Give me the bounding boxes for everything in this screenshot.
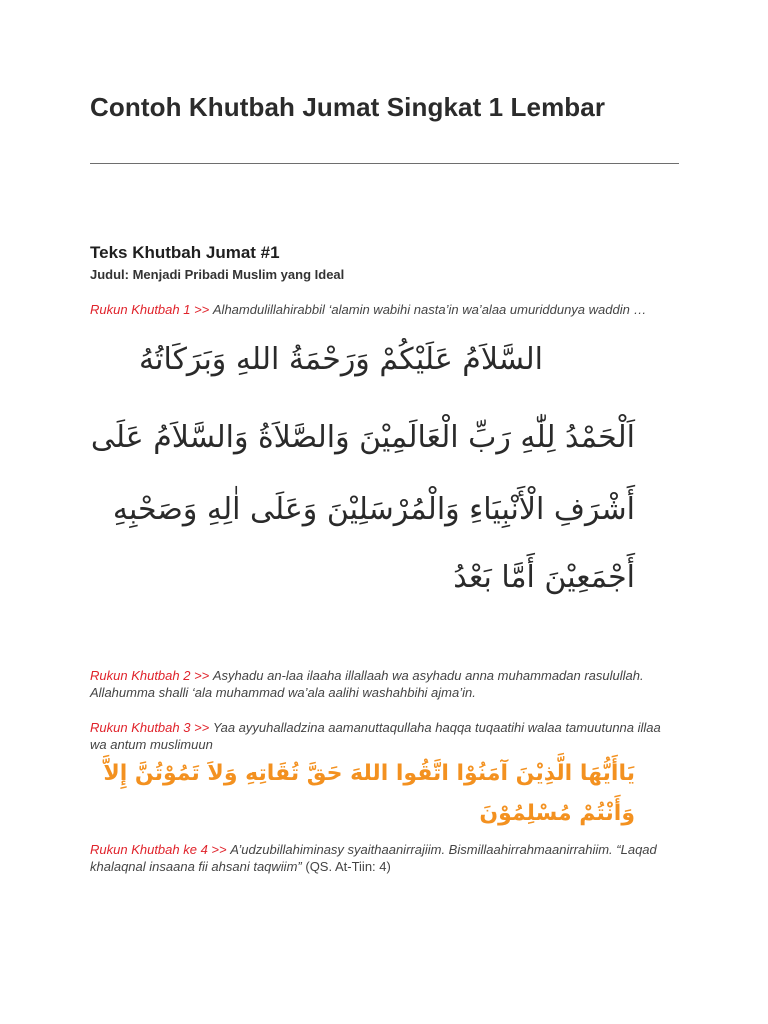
page-title: Contoh Khutbah Jumat Singkat 1 Lembar — [90, 92, 606, 122]
rukun-4-label: Rukun Khutbah ke 4 >> — [90, 842, 227, 857]
arabic-opening-line-4: أَجْمَعِيْنَ أَمَّا بَعْدُ — [453, 560, 635, 595]
section-subtitle: Judul: Menjadi Pribadi Muslim yang Ideal — [90, 267, 345, 282]
rukun-1-paragraph — [90, 301, 680, 318]
rukun-2-label: Rukun Khutbah 2 >> — [90, 668, 210, 683]
rukun-4-paragraph — [90, 841, 680, 875]
arabic-opening-line-1: السَّلاَمُ عَلَيْكُمْ وَرَحْمَةُ اللهِ وَبَرَكَاتُهُ — [139, 342, 543, 377]
rukun-3-paragraph — [90, 719, 680, 753]
rukun-2-paragraph — [90, 667, 680, 701]
title-divider — [90, 163, 679, 164]
arabic-verse: يَاأَيُّهَا الَّذِيْنَ آمَنُوْا اتَّقُوا اللهَ حَقَّ تُقَاتِهِ وَلاَ تَمُوْتُنَّ إِلاَّ وَأَنْتُمْ مُسْلِمُوْنَ — [103, 761, 635, 826]
section-heading: Teks Khutbah Jumat #1 — [90, 243, 280, 262]
rukun-1-label: Rukun Khutbah 1 >> — [90, 302, 210, 317]
arabic-opening — [90, 340, 635, 600]
rukun-3-text: Yaa ayyuhalladzina aamanuttaqullaha haqqa tuqaatihi walaa tamuutunna illaa wa antum muslimuun — [90, 720, 661, 752]
rukun-2-text: Asyhadu an-laa ilaaha illallaah wa asyhadu anna muhammadan rasulullah. Allahumma shalli ‘ala muhammad wa’ala aalihi washahbihi ajma’in. — [90, 668, 644, 700]
rukun-3-label: Rukun Khutbah 3 >> — [90, 720, 210, 735]
rukun-4-text: A’udzubillahiminasy syaithaanirrajiim. Bismillaahirrahmaanirrahiim. “Laqad khalaqnal insaana fii ahsani taqwiim” — [90, 842, 657, 874]
rukun-4-citation: (QS. At-Tiin: 4) — [305, 859, 391, 874]
rukun-1-text: Alhamdulillahirabbil ‘alamin wabihi nasta’in wa’alaa umuriddunya waddin … — [212, 302, 647, 317]
arabic-opening-line-2: اَلْحَمْدُ لِلّٰهِ رَبِّ الْعَالَمِيْنَ وَالصَّلاَةُ وَالسَّلاَمُ عَلَى — [90, 420, 635, 455]
arabic-opening-line-3: أَشْرَفِ الْأَنْبِيَاءِ وَالْمُرْسَلِيْنَ وَعَلَى اٰلِهِ وَصَحْبِهِ — [112, 492, 635, 527]
